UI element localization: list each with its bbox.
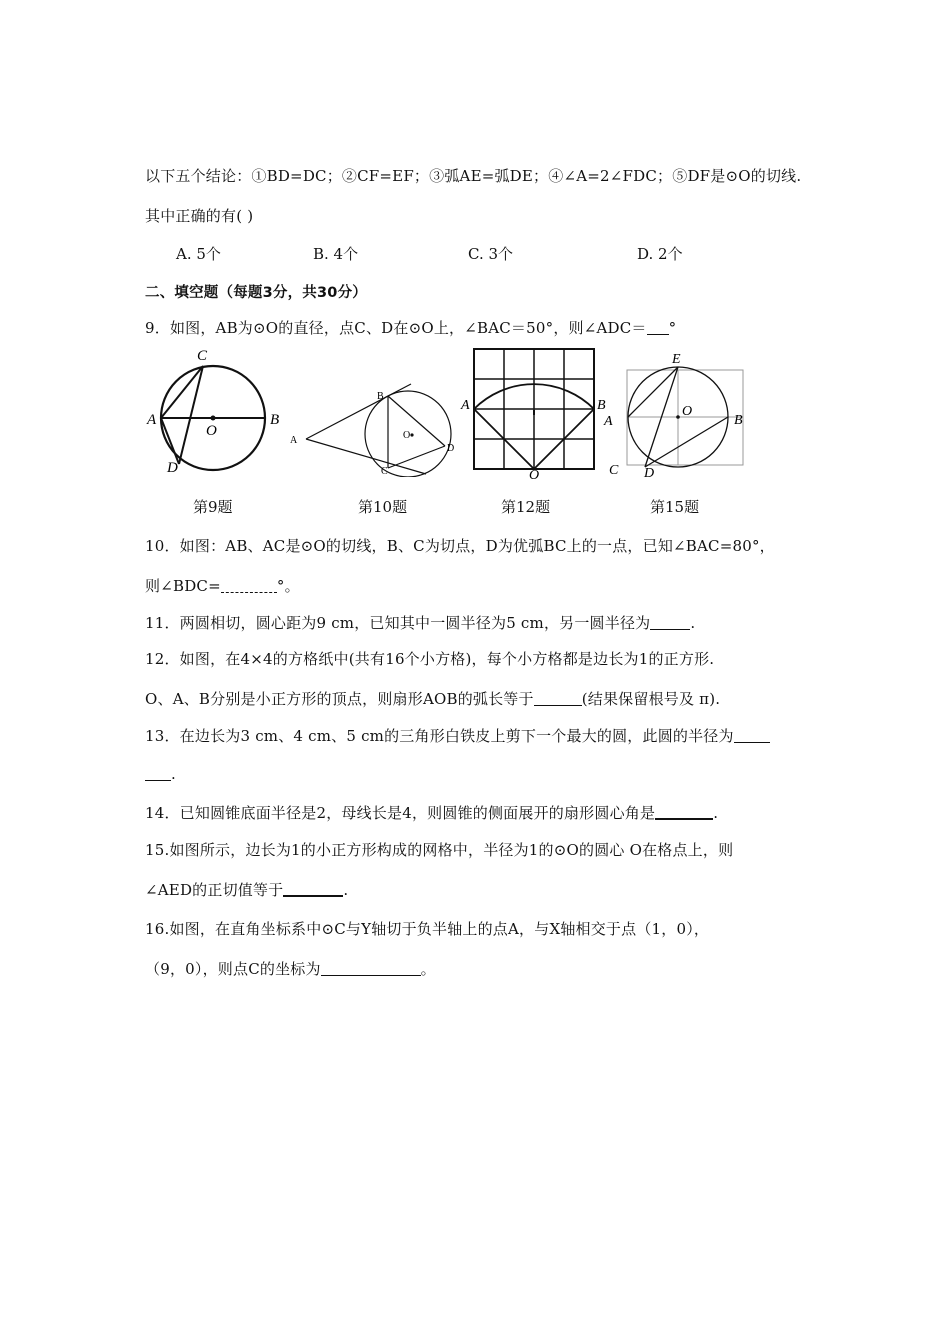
fig10-label-c: C	[381, 466, 388, 477]
q12-line1: 12．如图，在4×4的方格纸中(共有16个小方格)，每个小方格都是边长为1的正方形.	[145, 650, 715, 668]
q10-line2-b: °。	[276, 577, 300, 595]
q14-text	[145, 802, 718, 823]
q10-line2-a: 则∠BDC=	[145, 577, 221, 595]
q10-blank	[221, 578, 277, 593]
q8-option-a: A. 5个	[176, 245, 221, 263]
figure-15	[600, 350, 760, 480]
fig9-label-c: C	[197, 348, 208, 364]
q8-conclusions: 以下五个结论：①BD=DC；②CF=EF；③弧AE=弧DE；④∠A=2∠FDC；⑤DF是⊙O的切线.	[145, 167, 802, 185]
q15-line2	[145, 879, 348, 900]
q16-line2-b: 。	[420, 960, 436, 978]
q11-text-b: .	[690, 614, 696, 632]
fig9-label-a: A	[147, 412, 157, 428]
fig15-label-e: E	[672, 352, 681, 367]
fig9-label-d: D	[167, 460, 178, 476]
fig10-tangent-ab	[306, 384, 411, 439]
fig9-caption: 第9题	[193, 498, 233, 516]
q12-line2-b: (结果保留根号及 π).	[581, 690, 721, 708]
fig15-label-o: O	[682, 404, 693, 419]
q12-blank	[534, 691, 582, 706]
fig10-label-o: O	[403, 430, 411, 441]
q11-text	[145, 612, 695, 633]
q14-text-a: 14．已知圆锥底面半径是2，母线长是4，则圆锥的侧面展开的扇形圆心角是	[145, 804, 656, 822]
q9-text-a: 9．如图，AB为⊙O的直径，点C、D在⊙O上，∠BAC＝50°，则∠ADC＝	[145, 319, 647, 337]
q16-line2-a: （9，0），则点C的坐标为	[145, 960, 321, 978]
fig15-center-dot	[676, 415, 680, 419]
q8-prompt: 其中正确的有( )	[145, 207, 254, 225]
q12-line2	[145, 688, 720, 709]
fig15-chord-bd	[645, 417, 728, 467]
q13-line2	[145, 765, 176, 783]
q15-blank	[283, 881, 343, 897]
fig12-label-a: A	[461, 398, 470, 413]
q9-text	[145, 317, 676, 338]
fig9-chord-ad	[161, 418, 179, 464]
q13-line1-text: 13．在边长为3 cm、4 cm、5 cm的三角形白铁皮上剪下一个最大的圆，此圆的半径为	[145, 727, 734, 745]
figure-12	[460, 346, 610, 481]
q14-blank	[655, 804, 713, 820]
q14-text-b: .	[713, 804, 719, 822]
q13-blank-part1	[734, 728, 770, 743]
q10-line1: 10．如图：AB、AC是⊙O的切线，B、C为切点，D为优弧BC上的一点，已知∠BAC=80°，	[145, 537, 775, 555]
figure-10	[286, 382, 466, 477]
q9-blank	[647, 320, 669, 335]
section-heading: 二、填空题（每题3分，共30分）	[145, 285, 367, 301]
fig12-label-b: B	[597, 398, 606, 413]
fig12-center-mark	[533, 410, 535, 415]
q9-text-b: °	[668, 319, 677, 337]
fig9-center-dot	[211, 416, 216, 421]
fig10-segment-cd	[388, 446, 445, 468]
fig12-label-o: O	[529, 468, 540, 481]
q16-line1: 16.如图，在直角坐标系中⊙C与Y轴切于负半轴上的点A，与X轴相交于点（1，0），	[145, 920, 710, 938]
q13-line2-text: .	[171, 765, 176, 783]
q8-option-d: D. 2个	[637, 245, 683, 263]
fig15-label-b: B	[734, 413, 743, 428]
fig10-caption: 第10题	[358, 498, 408, 516]
fig10-center-dot	[410, 433, 413, 436]
q13-blank-part2	[145, 766, 171, 781]
q8-option-b: B. 4个	[313, 245, 359, 263]
fig15-chord-ae	[628, 367, 678, 417]
q13-line1	[145, 725, 770, 746]
fig12-caption: 第12题	[501, 498, 551, 516]
q15-line2-b: .	[343, 881, 349, 899]
q16-blank	[321, 961, 421, 976]
fig15-caption: 第15题	[650, 498, 700, 516]
fig9-label-b: B	[270, 412, 280, 428]
fig15-label-a: A	[604, 414, 613, 429]
fig10-segment-bd	[388, 396, 445, 446]
fig10-label-d: D	[447, 443, 455, 454]
fig15-label-c: C	[609, 463, 619, 478]
fig10-label-b: B	[377, 391, 384, 402]
q8-option-c: C. 3个	[468, 245, 514, 263]
figure-9	[143, 346, 283, 476]
q10-line2	[145, 575, 300, 596]
q15-line1: 15.如图所示，边长为1的小正方形构成的网格中，半径为1的⊙O的圆心 O在格点上，则	[145, 841, 734, 859]
q11-blank	[650, 615, 690, 630]
q16-line2	[145, 958, 436, 979]
fig9-label-o: O	[206, 423, 217, 439]
fig15-label-d: D	[644, 466, 655, 480]
q15-line2-a: ∠AED的正切值等于	[145, 881, 284, 899]
fig10-label-a: A	[290, 435, 298, 446]
q11-text-a: 11．两圆相切，圆心距为9 cm，已知其中一圆半径为5 cm，另一圆半径为	[145, 614, 651, 632]
q12-line2-a: O、A、B分别是小正方形的顶点，则扇形AOB的弧长等于	[145, 690, 534, 708]
